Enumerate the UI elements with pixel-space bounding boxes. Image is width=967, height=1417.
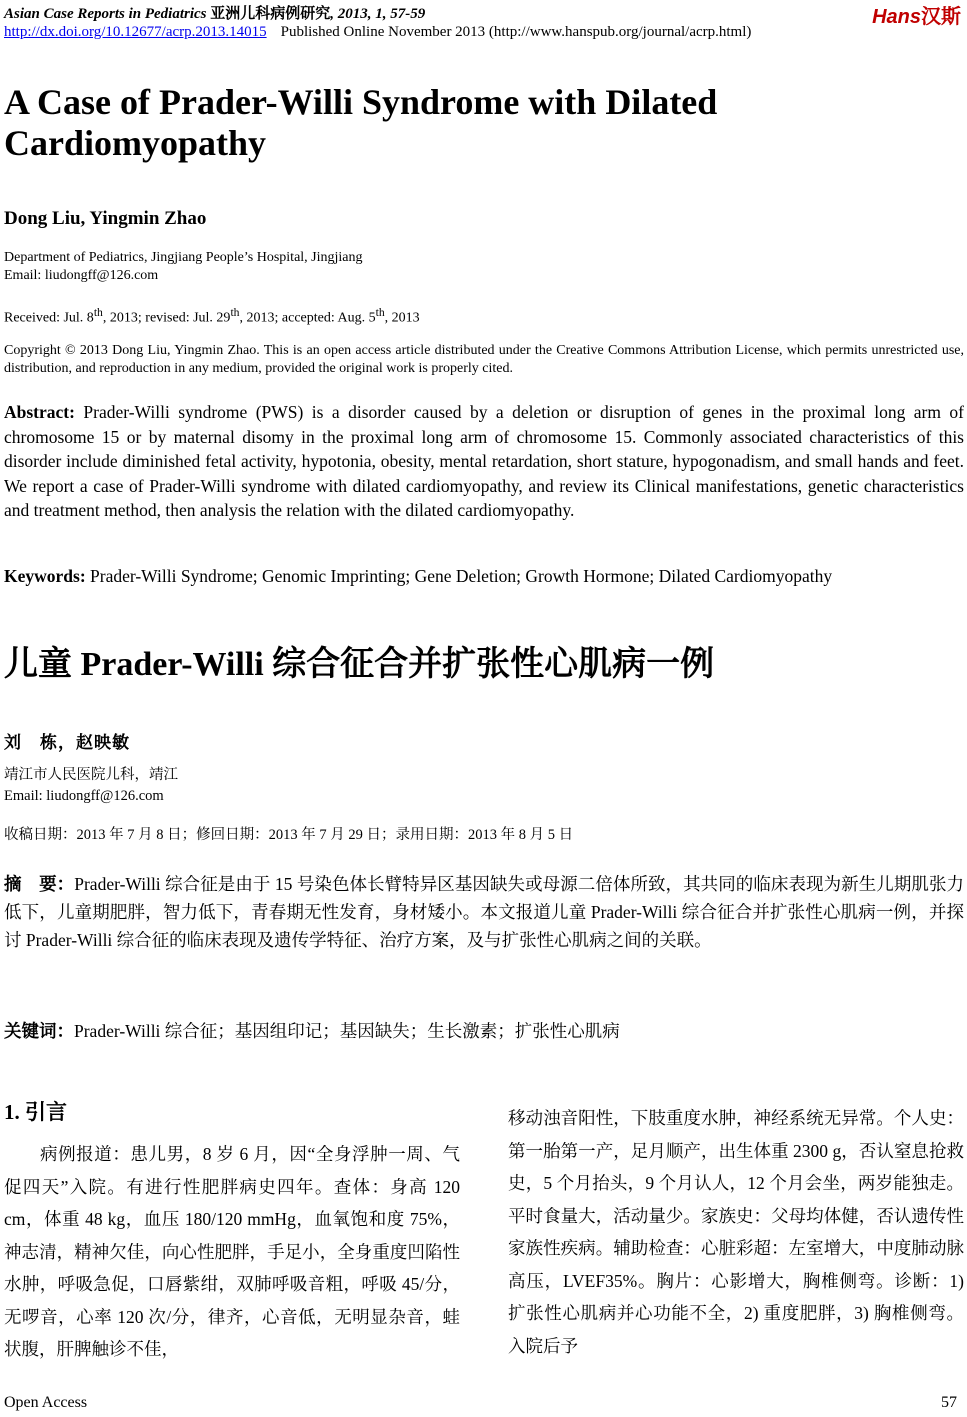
authors-en: Dong Liu, Yingmin Zhao [4,208,207,229]
ordinal-suffix: th [375,306,385,319]
footer-open-access: Open Access [4,1394,88,1411]
email-cn: Email: liudongff@126.com [4,788,164,804]
keywords-text-cn: Prader-Willi 综合征；基因组印记；基因缺失；生长激素；扩张性心肌病 [74,1021,620,1041]
doi-link[interactable]: http://dx.doi.org/10.12677/acrp.2013.14015 [4,24,267,40]
body-column-right: 移动浊音阳性，下肢重度水肿，神经系统无异常。个人史：第一胎第一产，足月顺产，出生体重 2300 g，否认窒息抢救史，5 个月抬头，9 个月认人，12 个月会坐，两岁能独走。平时食量大，活动量少。家族史：父母均体健，否认遗传性家族性疾病。辅助检查：心脏彩超：左室增大，中度肺动脉高压，LVEF35%。胸片：心影增大，胸椎侧弯。诊断：1) 扩张性心肌病并心功能不全，2) 重度肥胖，3) 胸椎侧弯。入院后予 [508,1108,964,1356]
logo-latin: Hans [872,6,921,28]
affiliation-cn: 靖江市人民医院儿科，靖江 [4,767,178,783]
abstract-label-en: Abstract: [4,402,75,422]
abstract-cn [4,870,964,954]
accepted-part: , 2013; accepted: Aug. 5 [239,310,376,326]
abstract-text-en: Prader-Willi syndrome (PWS) is a disorder caused by a deletion or disruption of genes in the proximal long arm of chromosome 15 or by maternal disomy in the proximal long arm of chromosome 15. Commonly associated characteristics of this disorder include diminished fetal activity, hypotonia, obesity, mental retardation, short stature, hypogonadism, and small hands and feet. We report a case of Prader-Willi syndrome with dilated cardiomyopathy, and review its Clinical manifestations, genetic characteristics and treatment method, then analysis the relation with the dilated cardiomyopathy. [4,402,964,520]
affiliation-block-cn [4,765,178,807]
email-en: Email: liudongff@126.com [4,268,159,283]
keywords-label-en: Keywords: [4,566,86,586]
copyright-notice: Copyright © 2013 Dong Liu, Yingmin Zhao. This is an open access article distributed under the Creative Commons Attribution License, which permits unrestricted use, distribution, and reproduction in any medium, provided the original work is properly cited. [4,343,964,376]
body-column-left: 病例报道：患儿男，8 岁 6 月，因“全身浮肿一周、气促四天”入院。有进行性肥胖病史四年。查体：身高 120 cm，体重 48 kg，血压 180/120 mmHg，血氧饱和度 75%，神志清，精神欠佳，向心性肥胖，手足小，全身重度凹陷性水肿，呼吸急促，口唇紫绀，双肺呼吸音粗，呼吸 45/分，无啰音，心率 120 次/分，律齐，心音低，无明显杂音，蛙状腹，肝脾触诊不佳， [4,1144,460,1359]
logo-chinese: 汉斯 [921,6,961,28]
authors-cn: 刘 栋，赵映敏 [4,733,130,752]
ordinal-suffix: th [230,306,240,319]
article-title-cn: 儿童 Prader-Willi 综合征合并扩张性心肌病一例 [4,646,715,683]
received-dates-en [4,304,420,328]
keywords-en [4,564,964,589]
article-title-en: A Case of Prader-Willi Syndrome with Dilated Cardiomyopathy [4,82,718,163]
affiliation-block-en [4,249,363,285]
journal-citation: , 2013, 1, 57-59 [330,6,426,22]
year-part: , 2013 [384,310,420,326]
ordinal-suffix: th [93,306,103,319]
keywords-cn [4,1018,964,1043]
revised-part: , 2013; revised: Jul. 29 [102,310,231,326]
abstract-label-cn: 摘 要： [4,874,75,894]
abstract-en [4,400,964,523]
journal-header [4,2,425,23]
journal-name-cn: 亚洲儿科病例研究 [210,6,331,22]
section-heading-introduction: 1. 引言 [4,1100,67,1124]
received-part: Received: Jul. 8 [4,310,94,326]
publication-line [4,24,751,41]
received-dates-cn: 收稿日期：2013 年 7 月 8 日；修回日期：2013 年 7 月 29 日；录用日期：2013 年 8 月 5 日 [4,827,574,843]
journal-name-en: Asian Case Reports in Pediatrics [4,6,207,22]
affiliation-en: Department of Pediatrics, Jingjiang People’s Hospital, Jingjiang [4,250,363,265]
abstract-text-cn: Prader-Willi 综合征是由于 15 号染色体长臂特异区基因缺失或母源二倍体所致，其共同的临床表现为新生儿期肌张力低下，儿童期肥胖，智力低下，青春期无性发育，身材矮小。本文报道儿童 Prader-Willi 综合征合并扩张性心肌病一例，并探讨 Prader-Willi 综合征的临床表现及遗传学特征、治疗方案，及与扩张性心肌病之间的关联。 [4,874,965,950]
hans-logo [872,0,961,29]
keywords-label-cn: 关键词： [4,1021,74,1041]
published-online: Published Online November 2013 (http://www.hanspub.org/journal/acrp.html) [280,24,752,40]
page-number: 57 [941,1394,957,1411]
keywords-text-en: Prader-Willi Syndrome; Genomic Imprinting; Gene Deletion; Growth Hormone; Dilated Cardiomyopathy [85,566,833,586]
